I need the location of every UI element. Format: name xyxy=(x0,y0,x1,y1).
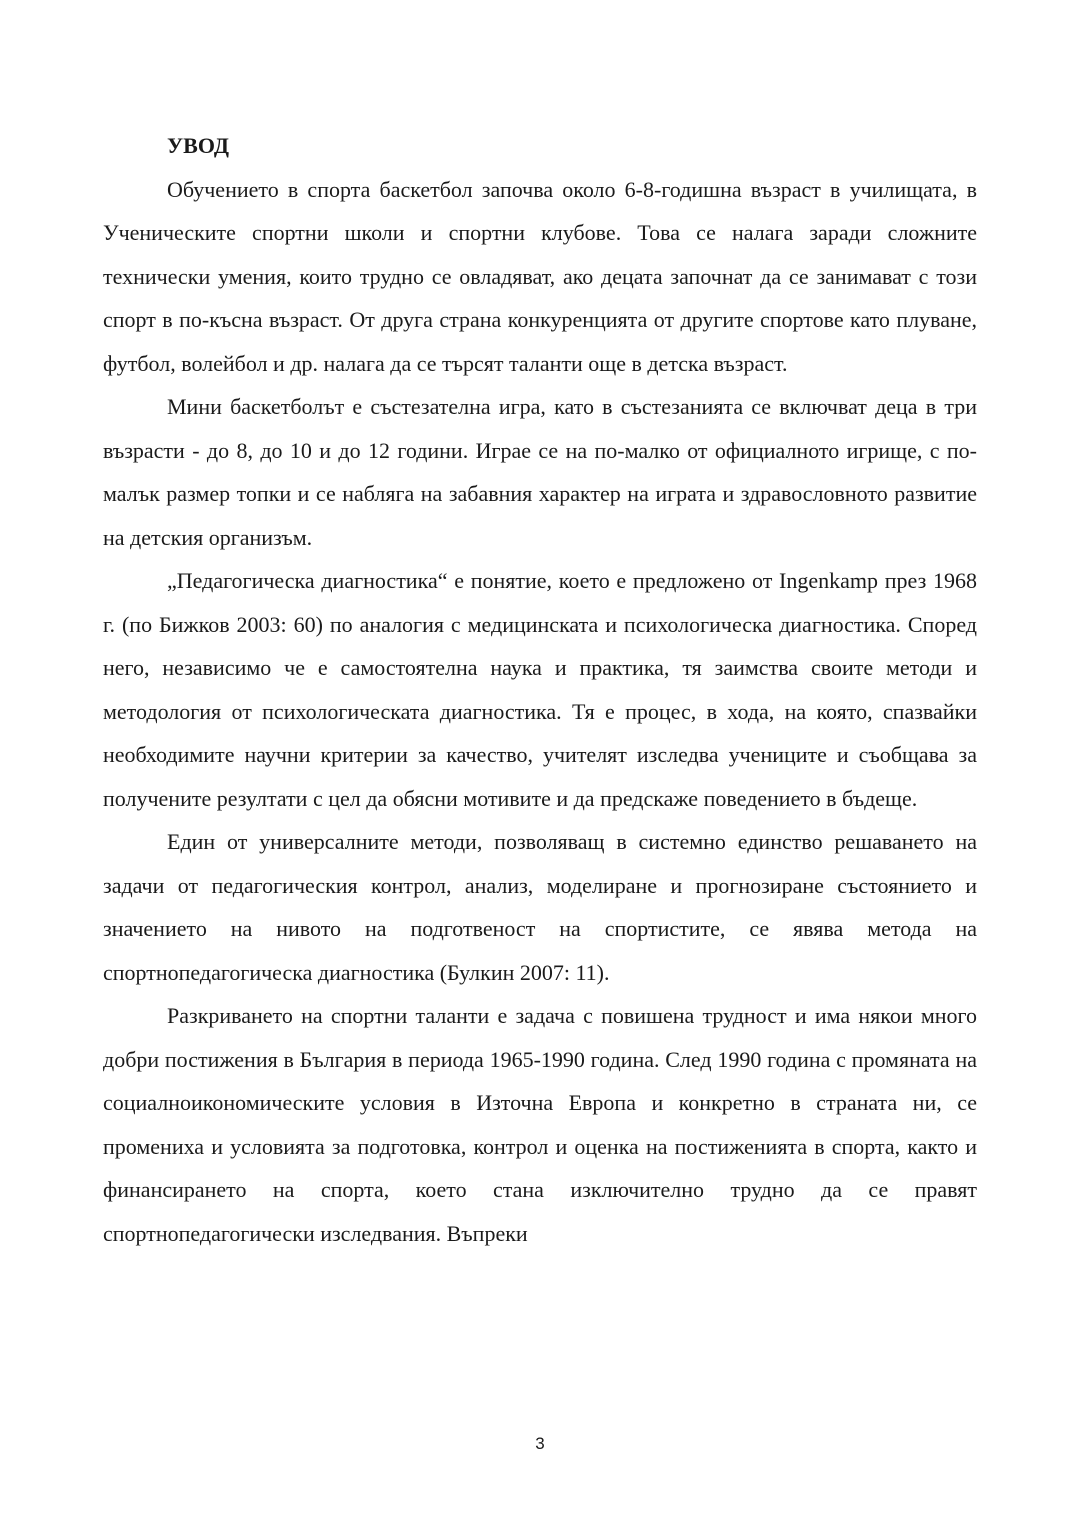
paragraph-2: Мини баскетболът е състезателна игра, като в състезанията се включват деца в три възрасти - до 8, до 10 и до 12 години. Играе се на по-малко от официалното игрище, с по-малък размер топки и се набляга на забавния характер на играта и здравословното развитие на детския организъм. xyxy=(103,394,977,550)
paragraph-1: Обучението в спорта баскетбол започва около 6-8-годишна възраст в училищата, в Ученическите спортни школи и спортни клубове. Това се налага заради сложните технически умения, които трудно се овладяват, ако децата започнат да се занимават с този спорт в по-късна възраст. От друга страна конкуренцията от другите спортове като плуване, футбол, волейбол и др. налага да се търсят таланти още в детска възраст. xyxy=(103,176,977,376)
page-body xyxy=(103,124,977,1255)
paragraph-3: „Педагогическа диагностика“ е понятие, което е предложено от Ingenkamp през 1968 г. (по Бижков 2003: 60) по аналогия с медицинската и психологическа диагностика. Според него, независимо че е самостоятелна наука и практика, тя заимства своите методи и методология от психологическата диагностика. Тя е процес, в хода, на която, спазвайки необходимите научни критерии за качество, учителят изследва учениците и съобщава за получените резултати с цел да обясни мотивите и да предскаже поведението в бъдеще. xyxy=(103,568,977,811)
paragraph-5: Разкриването на спортни таланти е задача с повишена трудност и има някои много добри постижения в България в периода 1965-1990 година. След 1990 година с промяната на социалноикономическите условия в Източна Европа и конкретно в страната ни, се промениха и условията за подготовка, контрол и оценка на постиженията в спорта, както и финансирането на спорта, което стана изключително трудно да се правят спортнопедагогически изследвания. Въпреки xyxy=(103,1003,977,1246)
paragraph-4: Един от универсалните методи, позволяващ в системно единство решаването на задачи от педагогическия контрол, анализ, моделиране и прогнозиране състоянието и значението на нивото на подготвеност на спортистите, се явява метода на спортнопедагогическа диагностика (Булкин 2007: 11). xyxy=(103,829,977,985)
page-number: 3 xyxy=(535,1434,545,1453)
section-heading: УВОД xyxy=(167,133,229,158)
